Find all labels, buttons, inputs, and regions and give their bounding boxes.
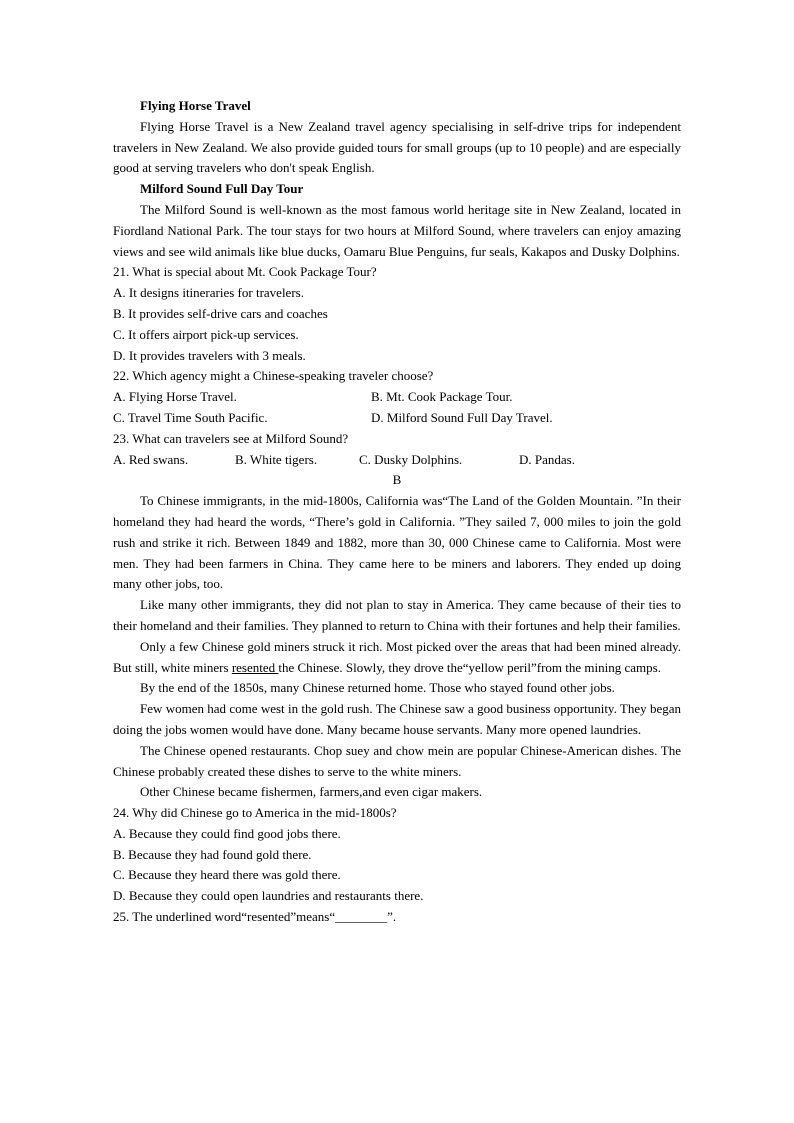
option-24-a: A. Because they could find good jobs there. [113,825,341,841]
options-23 [113,450,681,471]
question-24: 24. Why did Chinese go to America in the mid-1800s? [113,805,397,821]
underlined-word-resented: resented [231,659,279,675]
paragraph-flying-horse: Flying Horse Travel is a New Zealand travel agency specialising in self-drive trips for independent travelers in New Zealand. We also provide guided tours for small groups (up to 10 people) and are especially good at serving travelers who don't speak English. [113,118,681,176]
option-24-c: C. Because they heard there was gold there. [113,867,341,883]
paragraph-b-7: Other Chinese became fishermen, farmers,and even cigar makers. [140,784,483,800]
paragraph-b-3 [113,637,681,679]
document-page [113,96,681,928]
option-23-b: B. White tigers. [235,451,318,467]
question-23: 23. What can travelers see at Milford Sound? [113,430,349,446]
paragraph-b-3-start: Only a few Chinese gold miners struck it rich. Most picked over the areas that had been mined already. But still, white miners [113,638,681,675]
option-22-d: D. Milford Sound Full Day Travel. [371,409,553,425]
option-24-d: D. Because they could open laundries and restaurants there. [113,888,424,904]
paragraph-b-1: To Chinese immigrants, in the mid-1800s, California was“The Land of the Golden Mountain. ”In their homeland they had heard the words, “There’s gold in California. ”They sailed 7, 000 miles to join the gold rush and strike it rich. Between 1849 and 1882, more than 30, 000 Chinese came to California. Most were men. They had been farmers in China. They came here to be miners and laborers. They ended up doing many other jobs, too. [113,493,681,592]
heading-milford-sound-tour: Milford Sound Full Day Tour [140,181,304,197]
paragraph-b-6: The Chinese opened restaurants. Chop suey and chow mein are popular Chinese-American dishes. The Chinese probably created these dishes to serve to the white miners. [113,742,681,779]
question-21: 21. What is special about Mt. Cook Package Tour? [113,264,377,280]
options-22-ab [113,387,681,408]
section-b-label: B [392,472,402,488]
option-21-b: B. It provides self-drive cars and coaches [113,305,328,321]
option-22-b: B. Mt. Cook Package Tour. [371,389,513,405]
paragraph-milford-sound: The Milford Sound is well-known as the most famous world heritage site in New Zealand, located in Fiordland National Park. The tour stays for two hours at Milford Sound, where travelers can enjoy amazing views and see wild animals like blue ducks, Oamaru Blue Penguins, fur seals, Kakapos and Dusky Dolphins. [113,201,681,259]
option-23-a: A. Red swans. [113,451,189,467]
heading-flying-horse-travel: Flying Horse Travel [140,98,251,113]
option-21-c: C. It offers airport pick-up services. [113,326,299,342]
paragraph-b-3-end: the Chinese. Slowly, they drove the“yellow peril”from the mining camps. [278,659,661,675]
option-24-b: B. Because they had found gold there. [113,846,312,862]
options-22-cd [113,408,681,429]
paragraph-b-2: Like many other immigrants, they did not plan to stay in America. They came because of their ties to their homeland and their families. They planned to return to China with their fortunes and help their families. [113,597,681,633]
question-25: 25. The underlined word“resented”means“________”. [113,909,397,925]
option-23-d: D. Pandas. [519,451,575,467]
paragraph-b-5: Few women had come west in the gold rush. The Chinese saw a good business opportunity. They began doing the jobs women would have done. Many became house servants. Many more opened laundries. [113,701,681,737]
option-22-a: A. Flying Horse Travel. [113,389,237,405]
option-22-c: C. Travel Time South Pacific. [113,409,268,425]
paragraph-b-4: By the end of the 1850s, many Chinese returned home. Those who stayed found other jobs. [140,680,615,696]
question-22: 22. Which agency might a Chinese-speaking traveler choose? [113,368,434,384]
option-23-c: C. Dusky Dolphins. [359,451,463,467]
option-21-d: D. It provides travelers with 3 meals. [113,347,306,363]
option-21-a: A. It designs itineraries for travelers. [113,285,304,301]
